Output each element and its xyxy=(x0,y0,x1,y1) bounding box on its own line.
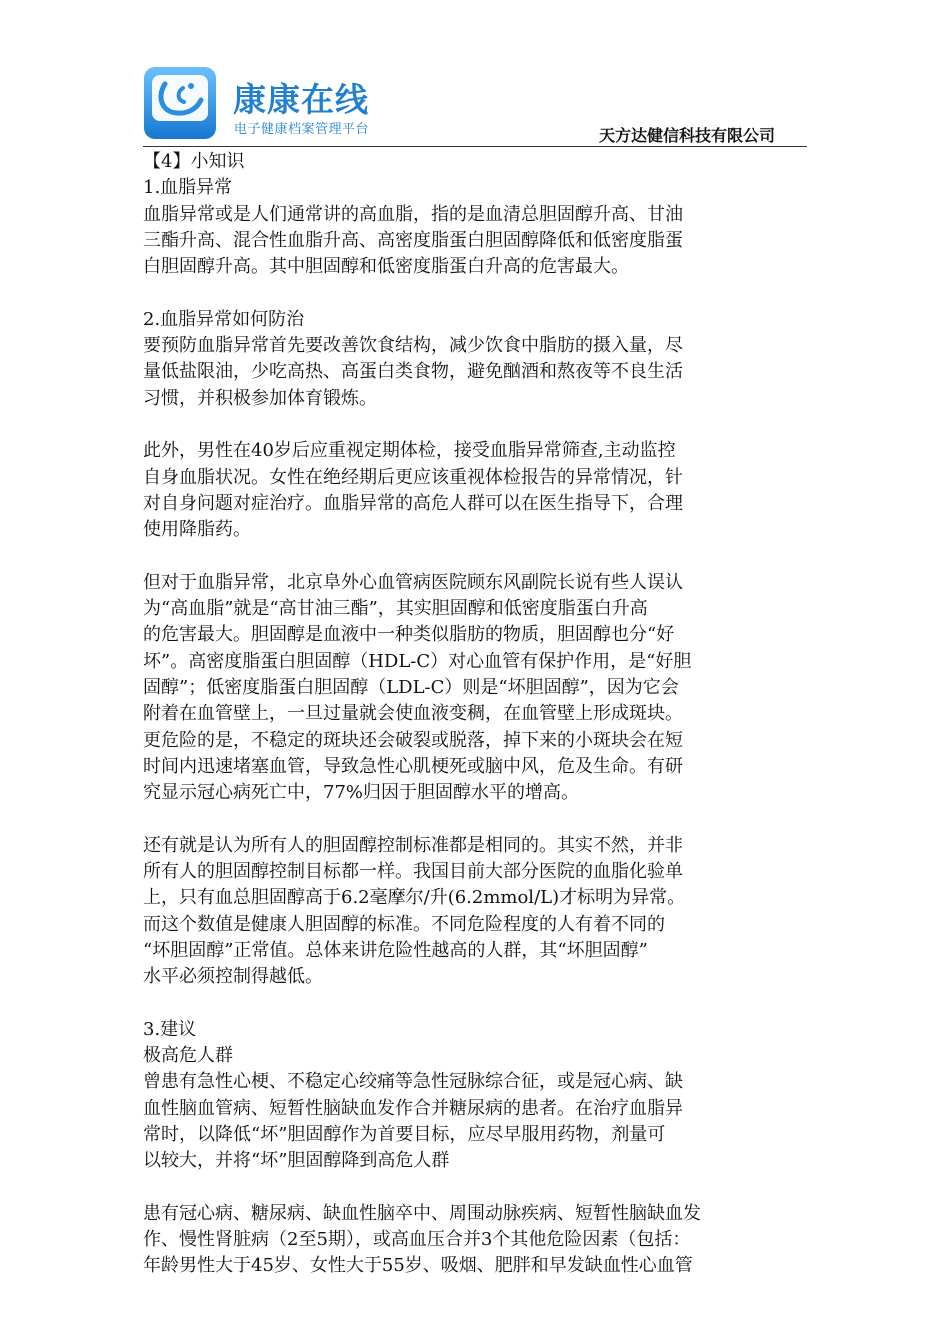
text-line: “坏胆固醇”正常值。总体来讲危险性越高的人群，其“坏胆固醇” xyxy=(143,939,648,961)
text-line: 血脂异常或是人们通常讲的高血脂，指的是血清总胆固醇升高、甘油 xyxy=(143,203,683,225)
text-line: 三酯升高、混合性血脂升高、高密度脂蛋白胆固醇降低和低密度脂蛋 xyxy=(143,229,683,251)
text-line: 对自身问题对症治疗。血脂异常的高危人群可以在医生指导下，合理 xyxy=(143,492,683,514)
text-line: 水平必须控制得越低。 xyxy=(143,966,323,988)
text-line: 常时，以降低“坏”胆固醇作为首要目标，应尽早服用药物，剂量可 xyxy=(143,1123,666,1145)
text-line: 白胆固醇升高。其中胆固醇和低密度脂蛋白升高的危害最大。 xyxy=(143,256,629,278)
text-line: 年龄男性大于45岁、女性大于55岁、吸烟、肥胖和早发缺血性心血管 xyxy=(143,1255,693,1277)
text-line: 曾患有急性心梗、不稳定心绞痛等急性冠脉综合征，或是冠心病、缺 xyxy=(143,1071,683,1093)
logo-title: 康康在线 xyxy=(233,80,369,119)
kangkang-logo-icon xyxy=(143,66,217,140)
heading-1: 1.血脂异常 xyxy=(143,177,233,199)
heading-3: 3.建议 xyxy=(143,1018,197,1040)
text-line: 更危险的是，不稳定的斑块还会破裂或脱落，掉下来的小斑块会在短 xyxy=(143,729,683,751)
paragraph-gap xyxy=(143,543,823,569)
document-body xyxy=(143,149,823,1280)
text-line: 以较大，并将“坏”胆固醇降到高危人群 xyxy=(143,1150,450,1172)
text-line: 坏”。高密度脂蛋白胆固醇（HDL-C）对心血管有保护作用，是“好胆 xyxy=(143,650,692,672)
text-line: 患有冠心病、糖尿病、缺血性脑卒中、周围动脉疾病、短暂性脑缺血发 xyxy=(143,1202,701,1224)
text-line: 还有就是认为所有人的胆固醇控制标准都是相同的。其实不然，并非 xyxy=(143,834,683,856)
paragraph-gap xyxy=(143,280,823,306)
text-line: 要预防血脂异常首先要改善饮食结构，减少饮食中脂肪的摄入量，尽 xyxy=(143,335,683,357)
text-line: 量低盐限油，少吃高热、高蛋白类食物，避免酗酒和熬夜等不良生活 xyxy=(143,361,683,383)
text-line: 而这个数值是健康人胆固醇的标准。不同危险程度的人有着不同的 xyxy=(143,913,665,935)
paragraph-gap xyxy=(143,1175,823,1201)
text-line: 上，只有血总胆固醇高于6.2毫摩尔/升(6.2mmol/L)才标明为异常。 xyxy=(143,887,686,909)
text-line: 为“高血脂”就是“高甘油三酯”，其实胆固醇和低密度脂蛋白升高 xyxy=(143,598,648,620)
paragraph-gap xyxy=(143,806,823,832)
header-rule xyxy=(143,146,807,147)
paragraph-gap xyxy=(143,412,823,438)
text-line: 此外，男性在40岁后应重视定期体检，接受血脂异常筛查,主动监控 xyxy=(143,440,676,462)
company-name: 天方达健信科技有限公司 xyxy=(598,126,775,145)
text-line: 作、慢性肾脏病（2至5期），或高血压合并3个其他危险因素（包括： xyxy=(143,1229,691,1251)
text-line: 但对于血脂异常，北京阜外心血管病医院顾东风副院长说有些人误认 xyxy=(143,571,683,593)
text-line: 所有人的胆固醇控制目标都一样。我国目前大部分医院的血脂化验单 xyxy=(143,861,683,883)
text-line: 时间内迅速堵塞血管，导致急性心肌梗死或脑中风，危及生命。有研 xyxy=(143,755,683,777)
text-line: 使用降脂药。 xyxy=(143,519,251,541)
text-line: 血性脑血管病、短暂性脑缺血发作合并糖尿病的患者。在治疗血脂异 xyxy=(143,1097,683,1119)
text-line: 究显示冠心病死亡中，77%归因于胆固醇水平的增高。 xyxy=(143,782,580,804)
text-line: 固醇”；低密度脂蛋白胆固醇（LDL-C）则是“坏胆固醇”，因为它会 xyxy=(143,676,679,698)
page-header xyxy=(143,66,807,146)
text-line: 习惯，并积极参加体育锻炼。 xyxy=(143,387,377,409)
text-line: 附着在血管壁上，一旦过量就会使血液变稠，在血管壁上形成斑块。 xyxy=(143,703,683,725)
paragraph-gap xyxy=(143,991,823,1017)
heading-2: 2.血脂异常如何防治 xyxy=(143,308,305,330)
text-line: 的危害最大。胆固醇是血液中一种类似脂肪的物质，胆固醇也分“好 xyxy=(143,624,675,646)
section-title: 【4】小知识 xyxy=(143,151,245,172)
subheading: 极高危人群 xyxy=(143,1045,233,1067)
text-line: 自身血脂状况。女性在绝经期后更应该重视体检报告的异常情况，针 xyxy=(143,466,683,488)
logo-subtitle: 电子健康档案管理平台 xyxy=(234,122,370,137)
